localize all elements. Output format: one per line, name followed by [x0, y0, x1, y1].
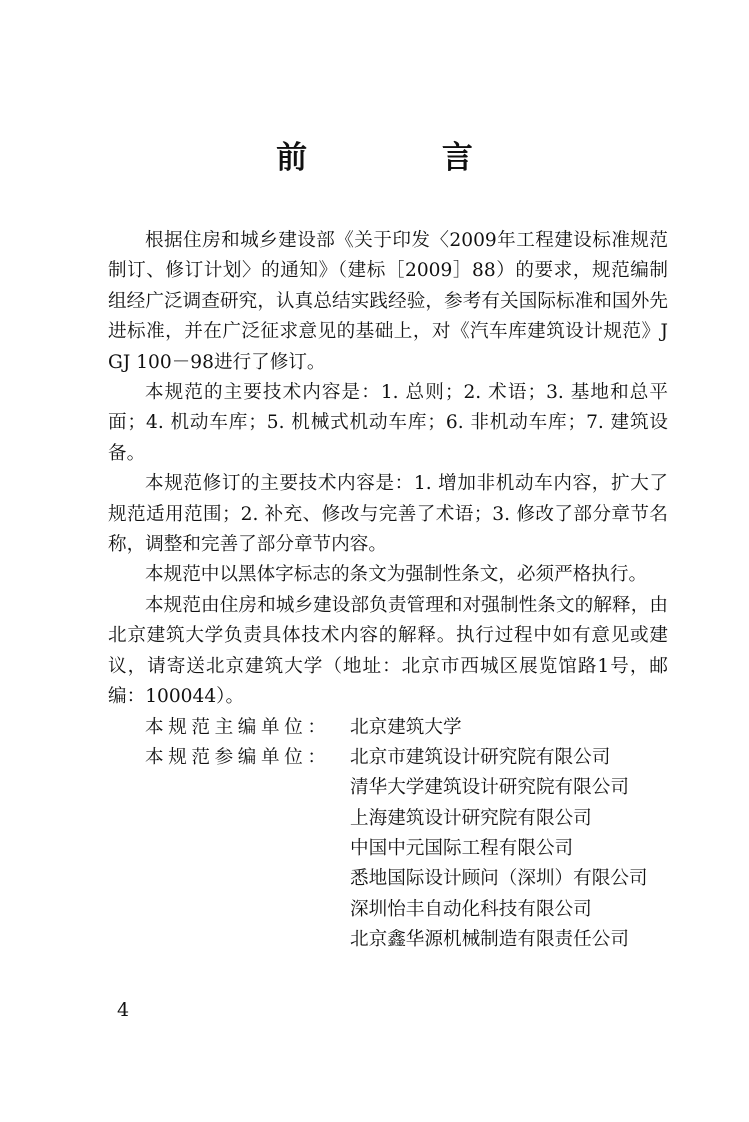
unit-value: 北京市建筑设计研究院有限公司	[350, 746, 611, 768]
unit-value: 北京建筑大学	[350, 716, 462, 738]
preface-body	[108, 226, 668, 956]
unit-label	[108, 834, 350, 864]
unit-value: 北京鑫华源机械制造有限责任公司	[350, 929, 629, 951]
unit-row	[108, 713, 668, 743]
unit-row	[108, 864, 668, 894]
paragraph-mandatory-provisions: 本规范中以黑体字标志的条文为强制性条文，必须严格执行。	[145, 564, 648, 586]
unit-label-participating: 本规范参编单位：	[145, 746, 331, 768]
unit-label-chief: 本规范主编单位：	[145, 716, 331, 738]
unit-row	[108, 925, 668, 955]
unit-row	[108, 743, 668, 773]
units-list	[108, 713, 668, 956]
unit-value: 悉地国际设计顾问（深圳）有限公司	[350, 868, 648, 890]
unit-label	[108, 925, 350, 955]
page-title: 前 言	[276, 140, 535, 176]
unit-label	[108, 804, 350, 834]
paragraph-main-contents: 本规范的主要技术内容是：1. 总则；2. 术语；3. 基地和总平面；4. 机动车库；5. 机械式机动车库；6. 非机动车库；7. 建筑设备。	[108, 382, 668, 464]
unit-row	[108, 895, 668, 925]
unit-value: 清华大学建筑设计研究院有限公司	[350, 777, 629, 799]
unit-label	[108, 895, 350, 925]
unit-value: 中国中元国际工程有限公司	[350, 838, 574, 860]
paragraph-management: 本规范由住房和城乡建设部负责管理和对强制性条文的解释，由北京建筑大学负责具体技术内容的解释。执行过程中如有意见或建议，请寄送北京建筑大学（地址：北京市西城区展览馆路1号，邮编：100044）。	[108, 594, 668, 708]
unit-row	[108, 773, 668, 803]
unit-value: 上海建筑设计研究院有限公司	[350, 807, 592, 829]
page-number: 4	[117, 999, 130, 1021]
unit-value: 深圳怡丰自动化科技有限公司	[350, 898, 592, 920]
unit-label	[108, 773, 350, 803]
unit-label	[108, 864, 350, 894]
unit-row	[108, 804, 668, 834]
unit-row	[108, 834, 668, 864]
paragraph-revision-basis: 根据住房和城乡建设部《关于印发〈2009年工程建设标准规范制订、修订计划〉的通知》（建标［2009］88）的要求，规范编制组经广泛调查研究，认真总结实践经验，参考有关国际标准和国外先进标准，并在广泛征求意见的基础上，对《汽车库建筑设计规范》JGJ 100－98进行了修订。	[108, 230, 668, 373]
paragraph-revision-contents: 本规范修订的主要技术内容是：1. 增加非机动车内容，扩大了规范适用范围；2. 补充、修改与完善了术语；3. 修改了部分章节名称，调整和完善了部分章节内容。	[108, 473, 668, 556]
